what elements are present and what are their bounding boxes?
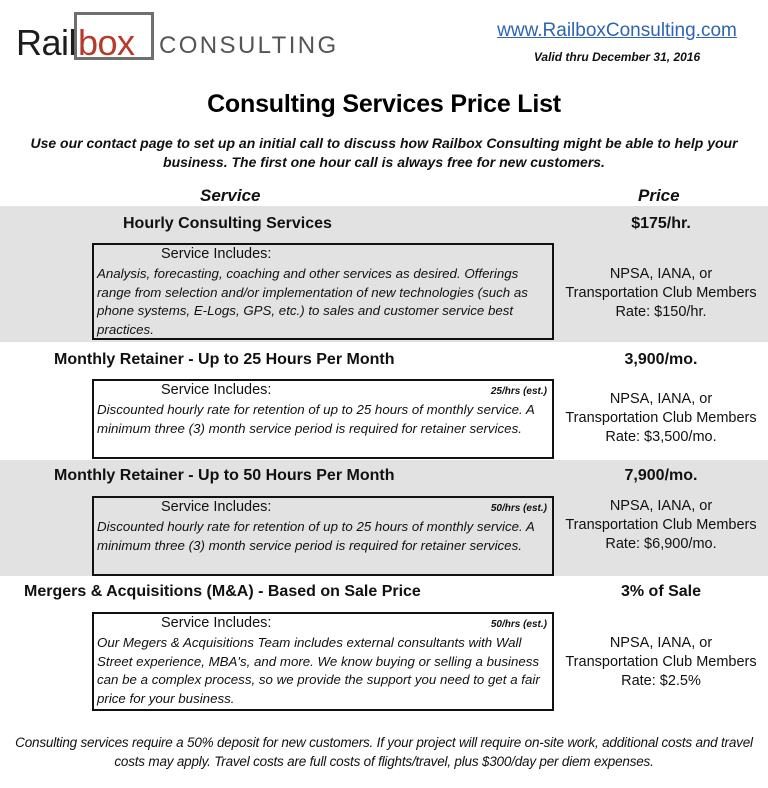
service-description: Analysis, forecasting, coaching and other services as desired. Offerings range from selection and/or implementation of new technologies (such as phone systems, E-Logs, GPS, etc.) to sales and customer service best practices. <box>97 266 528 337</box>
member-pricing <box>556 265 766 322</box>
service-price: $175/hr. <box>631 215 691 232</box>
service-title: Monthly Retainer - Up to 50 Hours Per Month <box>54 467 395 484</box>
logo-text-consulting: CONSULTING <box>159 32 339 59</box>
railbox-logo <box>16 12 356 63</box>
service-price: 7,900/mo. <box>624 467 698 484</box>
service-title: Hourly Consulting Services <box>123 215 332 232</box>
column-header-price: Price <box>638 186 680 205</box>
service-title: Mergers & Acquisitions (M&A) - Based on Sale Price <box>24 583 421 600</box>
footer-terms: Consulting services require a 50% deposit for new customers. If your project will require on-site work, additional costs and travel costs may apply. Travel costs are full costs of flights/travel, plus $300/day per diem expenses. <box>15 735 753 769</box>
service-includes-label: Service Includes: <box>161 382 272 398</box>
service-includes-label: Service Includes: <box>161 615 272 631</box>
service-description: Discounted hourly rate for retention of up to 25 hours of monthly service. A minimum three (3) month service period is required for retainer services. <box>97 402 535 436</box>
member-rate: Rate: $2.5% <box>621 673 701 689</box>
member-line-club: Transportation Club Members <box>565 654 757 670</box>
website-link[interactable]: www.RailboxConsulting.com <box>497 20 737 41</box>
hours-estimate: 50/hrs (est.) <box>490 503 547 514</box>
hours-estimate: 25/hrs (est.) <box>490 386 547 397</box>
service-includes-box <box>92 496 554 576</box>
service-includes-box <box>92 612 554 711</box>
member-line-club: Transportation Club Members <box>565 410 757 426</box>
member-line-club: Transportation Club Members <box>565 517 757 533</box>
page-title: Consulting Services Price List <box>207 90 561 118</box>
service-price: 3,900/mo. <box>624 351 698 368</box>
member-line-orgs: NPSA, IANA, or <box>609 635 713 651</box>
member-line-club: Transportation Club Members <box>565 285 757 301</box>
service-includes-box <box>92 379 554 459</box>
service-includes-box <box>92 243 554 340</box>
member-line-orgs: NPSA, IANA, or <box>609 498 713 514</box>
column-header-service: Service <box>200 186 261 205</box>
logo-text-rail: Rail <box>16 22 77 63</box>
logo-text-box: box <box>78 22 135 63</box>
service-description: Our Megers & Acquisitions Team includes external consultants with Wall Street experience, MBA's, and more. We know buying or selling a business can be a complex process, so we provide the support you need to get a fair price for your business. <box>97 635 540 706</box>
service-includes-label: Service Includes: <box>161 499 272 515</box>
service-includes-label: Service Includes: <box>161 246 272 262</box>
member-pricing <box>556 634 766 691</box>
member-rate: Rate: $3,500/mo. <box>605 429 717 445</box>
hours-estimate: 50/hrs (est.) <box>490 619 547 630</box>
member-pricing <box>556 497 766 554</box>
service-price: 3% of Sale <box>620 583 702 600</box>
member-line-orgs: NPSA, IANA, or <box>609 266 713 282</box>
member-pricing <box>556 390 766 447</box>
member-rate: Rate: $150/hr. <box>615 304 707 320</box>
service-description: Discounted hourly rate for retention of up to 25 hours of monthly service. A minimum three (3) month service period is required for retainer services. <box>97 519 535 553</box>
member-line-orgs: NPSA, IANA, or <box>609 391 713 407</box>
member-rate: Rate: $6,900/mo. <box>605 536 717 552</box>
valid-thru-date: Valid thru December 31, 2016 <box>533 50 701 64</box>
service-title: Monthly Retainer - Up to 25 Hours Per Month <box>54 351 395 368</box>
intro-text: Use our contact page to set up an initial call to discuss how Railbox Consulting might be able to help your business. The first one hour call is always free for new customers. <box>30 135 738 170</box>
